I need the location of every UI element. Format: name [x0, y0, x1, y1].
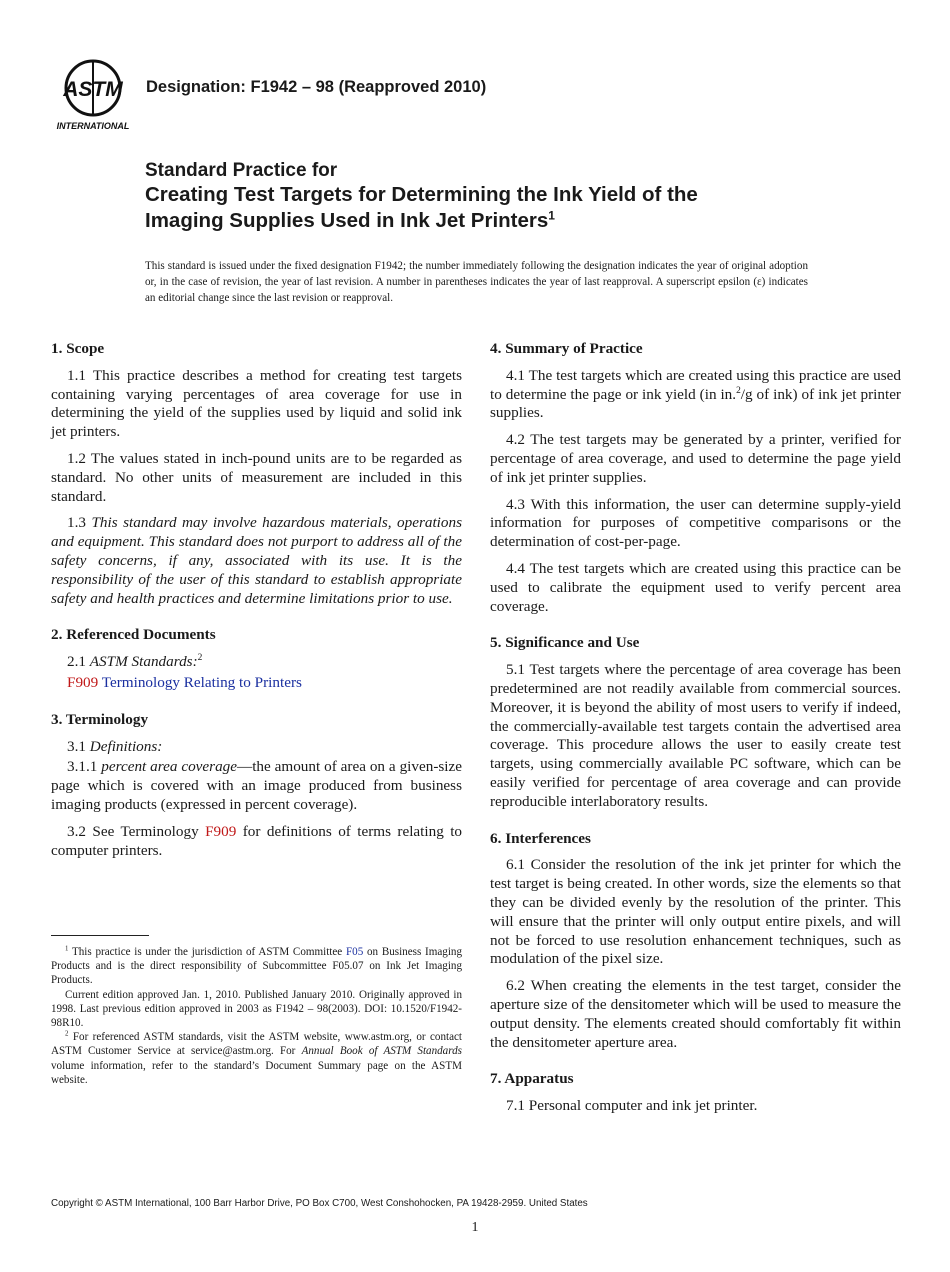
para-3-1: [51, 738, 462, 757]
copyright-line: Copyright © ASTM International, 100 Barr Harbor Drive, PO Box C700, West Conshohocken, PA 19428-2959. United States: [51, 1198, 588, 1209]
footnote-2: [51, 1030, 462, 1087]
para-1-3-number: 1.3: [67, 514, 86, 532]
footnote-ref-2: 2: [197, 653, 203, 664]
para-3-1-1: [51, 758, 462, 814]
para-3-2-prefix: 3.2 See Terminology: [67, 822, 199, 840]
footnote-1-prefix: This practice is under the jurisdiction of ASTM Committee: [71, 946, 343, 958]
title-line-3: [145, 208, 698, 234]
para-4-1-superscript: 2: [736, 385, 741, 396]
footnote-1-mark: 1: [65, 945, 69, 953]
para-3-2-suffix: for definitions of terms relating to computer printers.: [51, 822, 463, 859]
document-title: [145, 160, 698, 234]
para-4-1-prefix: 4.1 The test targets which are created using this practice are used to determine the page or ink yield (in in.: [490, 366, 901, 403]
f909-title-link[interactable]: Terminology Relating to Printers: [101, 673, 302, 691]
section-heading-terminology: 3. Terminology: [51, 710, 149, 728]
para-4-3: 4.3 With this information, the user can determine supply-yield information for purposes of competitive comparisons or the determination of cost-per-page.: [490, 495, 901, 551]
footnote-2-suffix: volume information, refer to the standard’s Document Summary page on the ASTM website.: [51, 1059, 462, 1086]
right-column: [490, 340, 901, 1124]
para-3-1-label: Definitions:: [89, 737, 163, 755]
para-4-1: [490, 367, 901, 423]
section-heading-significance: 5. Significance and Use: [490, 634, 640, 652]
astm-logo: [52, 58, 134, 132]
para-3-1-number: 3.1: [67, 737, 86, 755]
para-1-3: [51, 514, 462, 608]
title-line-1: Standard Practice for: [145, 160, 338, 181]
para-6-1: 6.1 Consider the resolution of the ink jet printer for which the test target is being created. In other words, size the elements so that they can be divided evenly by the resolution of the printer. This will ensure that the printer will only output entire pixels, and will not be forced to use resolution enhancement techniques, such as modulation of the pixel size.: [490, 856, 901, 968]
para-3-1-1-number: 3.1.1: [67, 758, 98, 776]
para-3-1-1-definition: —the amount of area on a given-size page which is covered with an image produced from business imaging products (expressed in percent coverage).: [51, 758, 462, 813]
para-2-1: [51, 653, 462, 672]
referenced-document-f909: [51, 674, 462, 693]
f05-link[interactable]: F05: [345, 946, 364, 958]
term-percent-area-coverage: percent area coverage: [101, 758, 237, 776]
footnote-1: [51, 945, 462, 988]
para-5-1: 5.1 Test targets where the percentage of area coverage has been predetermined are not readily available from commercial sources. Moreover, it is beyond the ability of most users to verify if indeed, the commercially-available test targets contain the advertised area coverage. This procedure allows the user to easily create test targets, using commercially available PC software, which can be easily verified for percentage of area coverage and can provide reproducible interlaboratory results.: [490, 661, 901, 810]
footnotes: [51, 945, 462, 1087]
section-heading-apparatus: 7. Apparatus: [490, 1070, 574, 1088]
title-footnote-mark: 1: [548, 208, 555, 223]
para-2-1-number: 2.1: [67, 653, 86, 671]
para-4-2: 4.2 The test targets may be generated by a printer, verified for percentage of area coverage, and used to determine the page yield of ink jet printer supplies.: [490, 431, 901, 486]
footnote-1-suffix: on Business Imaging Products and is the direct responsibility of Subcommittee F05.07 on Ink Jet Imaging Products.: [51, 946, 462, 987]
footnote-2-mark: 2: [65, 1030, 69, 1038]
designation: Designation: F1942 – 98 (Reapproved 2010): [146, 78, 487, 96]
para-1-1: 1.1 This practice describes a method for creating test targets containing varying percentages of area coverage for use in determining the yield of the supplies used by liquid and solid ink jet printers.: [51, 366, 462, 441]
f909-link[interactable]: F909: [67, 673, 99, 691]
left-column: [51, 340, 462, 868]
footnote-2-book-title: Annual Book of ASTM Standards: [301, 1045, 462, 1058]
para-6-2: 6.2 When creating the elements in the test target, consider the aperture size of the densitometer which will be used to measure the output density. The elements created should comfortably fit within the densitometer aperture area.: [490, 977, 901, 1051]
logo-international: INTERNATIONAL: [56, 121, 130, 131]
para-4-4: 4.4 The test targets which are created using this practice can be used to calibrate the equipment used to verify percent area coverage.: [490, 559, 901, 615]
title-line-2: Creating Test Targets for Determining the Ink Yield of the: [145, 183, 698, 206]
title-line-3-text: Imaging Supplies Used in Ink Jet Printers: [145, 209, 549, 232]
section-heading-summary: 4. Summary of Practice: [490, 340, 643, 357]
footnote-1-edition: Current edition approved Jan. 1, 2010. Published January 2010. Originally approved in 1998. Last previous edition approved in 2003 as F1942 – 98(2003). DOI: 10.1520/F1942-98R10.: [51, 988, 462, 1030]
logo-wordmark: ASTM: [63, 78, 123, 101]
para-2-1-label: ASTM Standards:: [89, 653, 198, 671]
para-1-2: 1.2 The values stated in inch-pound units are to be regarded as standard. No other units of measurement are included in this standard.: [51, 449, 462, 505]
section-heading-referenced-documents: 2. Referenced Documents: [51, 626, 216, 644]
footnote-rule: [51, 935, 149, 936]
section-heading-interferences: 6. Interferences: [490, 829, 591, 847]
para-4-1-suffix: /g of ink) of ink jet printer supplies.: [490, 385, 901, 422]
para-3-2: [51, 823, 462, 861]
para-7-1: 7.1 Personal computer and ink jet printer.: [506, 1097, 758, 1115]
page-number: 1: [471, 1220, 479, 1235]
footnote-2-prefix: For referenced ASTM standards, visit the ASTM website, www.astm.org, or contact ASTM Customer Service at service@astm.org. For: [51, 1031, 462, 1058]
para-1-3-text: This standard may involve hazardous materials, operations and equipment. This standard does not purport to address all of the safety concerns, if any, associated with its use. It is the responsibility of the user of this standard to establish appropriate safety and health practices and determine limitations prior to use.: [51, 514, 463, 607]
preface-note: This standard is issued under the fixed designation F1942; the number immediately following the designation indicates the year of original adoption or, in the case of revision, the year of last revision. A number in parentheses indicates the year of last reapproval. A superscript epsilon (ε) indicates an editorial change since the last revision or reapproval.: [145, 260, 808, 304]
f909-inline-link[interactable]: F909: [205, 822, 237, 840]
section-heading-scope: 1. Scope: [51, 340, 105, 357]
